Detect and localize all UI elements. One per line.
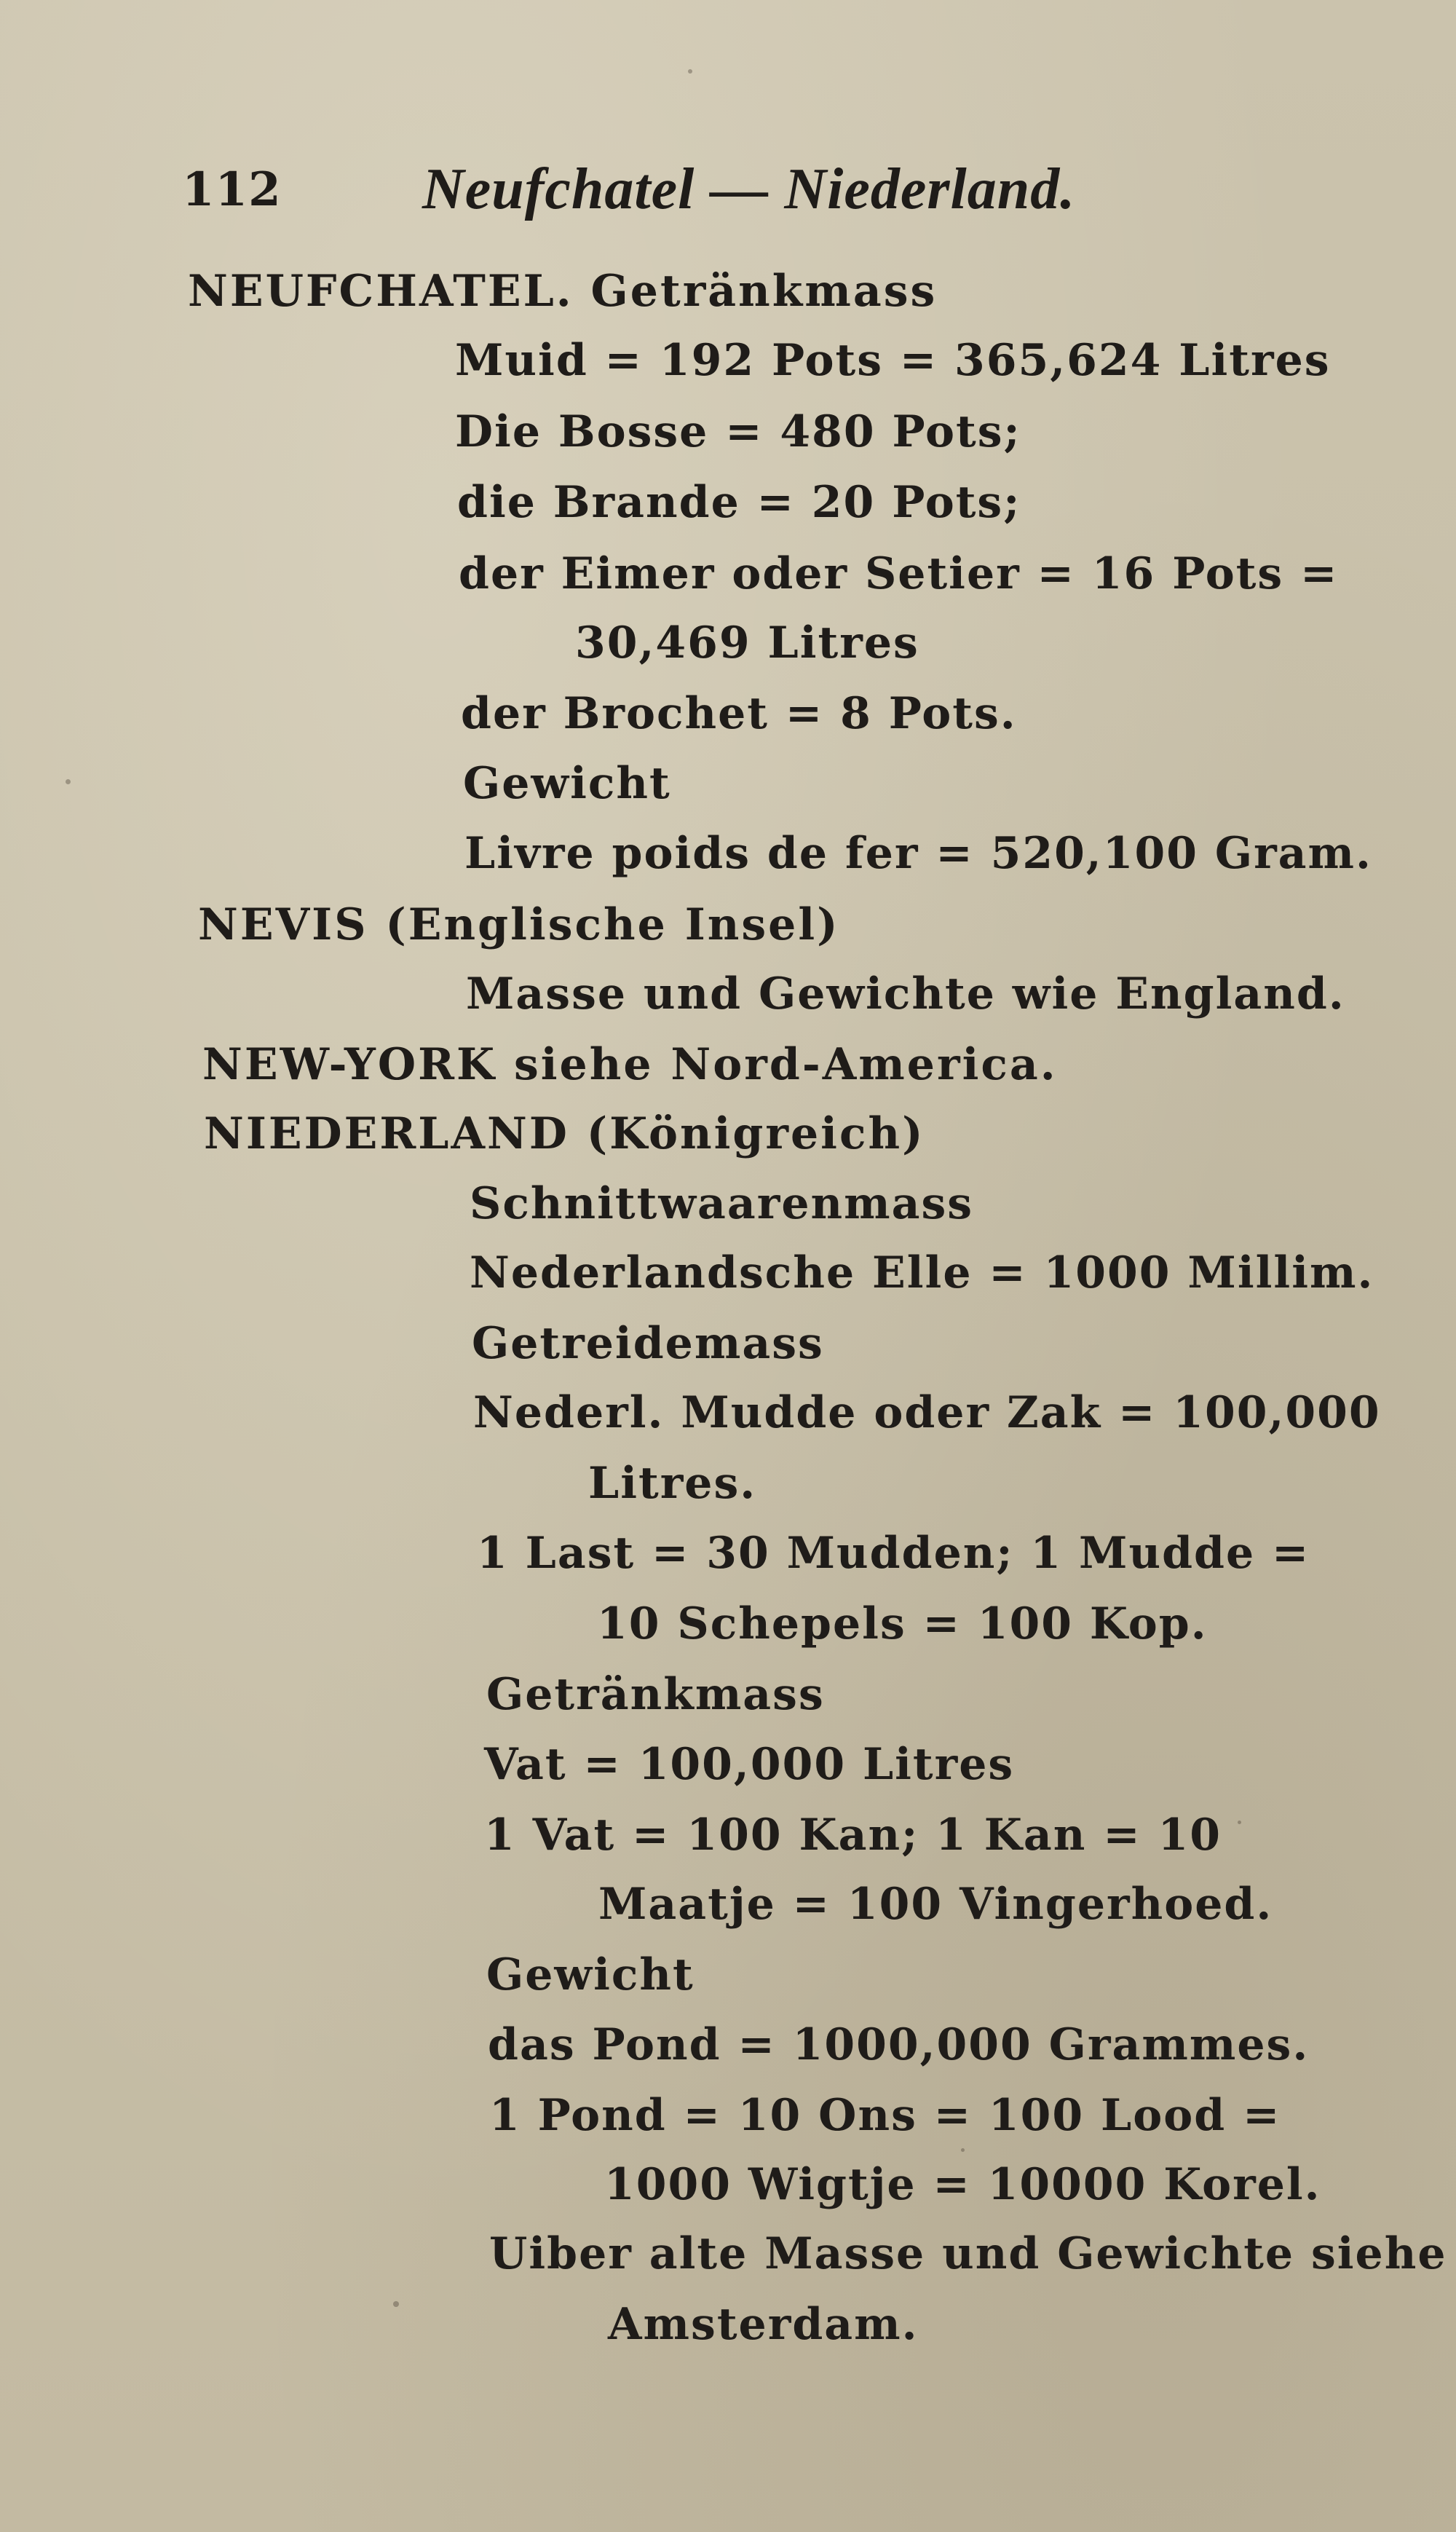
text-line: die Brande = 20 Pots; <box>457 477 1021 528</box>
text-line: der Brochet = 8 Pots. <box>461 688 1017 739</box>
text-line: 1 Pond = 10 Ons = 100 Lood = <box>489 2090 1281 2141</box>
text-line: Nederlandsche Elle = 1000 Millim. <box>470 1247 1374 1298</box>
text-line: 10 Schepels = 100 Kop. <box>597 1598 1208 1649</box>
section-heading: Getreidemass <box>472 1318 824 1369</box>
entry-niederland: NIEDERLAND (Königreich) <box>204 1108 925 1159</box>
section-heading: Schnittwaarenmass <box>470 1178 974 1229</box>
text-line: 1 Vat = 100 Kan; 1 Kan = 10 <box>484 1810 1222 1861</box>
page-number: 112 <box>182 162 282 217</box>
text-line: Amsterdam. <box>608 2299 919 2350</box>
entry-neufchatel: NEUFCHATEL. Getränkmass <box>188 266 938 317</box>
entry-new-york: NEW-YORK siehe Nord-America. <box>202 1039 1058 1090</box>
text-line: Livre poids de fer = 520,100 Gram. <box>464 828 1372 879</box>
text-line: Vat = 100,000 Litres <box>484 1739 1015 1790</box>
section-heading: Gewicht <box>486 1949 695 2000</box>
text-line: Maatje = 100 Vingerhoed. <box>598 1879 1273 1930</box>
text-line: Muid = 192 Pots = 365,624 Litres <box>455 335 1331 386</box>
paper-speck <box>1238 1821 1241 1824</box>
entry-nevis: NEVIS (Englische Insel) <box>198 899 840 950</box>
text-line: Uiber alte Masse und Gewichte siehe <box>489 2228 1447 2279</box>
paper-speck <box>688 69 692 74</box>
section-heading: Getränkmass <box>486 1669 825 1720</box>
text-line: Masse und Gewichte wie England. <box>466 969 1345 1019</box>
running-title: Neufchatel — Niederland. <box>422 157 1076 221</box>
text-line: 1000 Wigtje = 10000 Korel. <box>604 2159 1321 2210</box>
page-header <box>182 149 1238 229</box>
paper-speck <box>961 2148 965 2152</box>
paper-speck <box>393 2301 399 2307</box>
text-line: das Pond = 1000,000 Grammes. <box>488 2019 1310 2070</box>
section-heading: Gewicht <box>463 758 671 809</box>
text-line: Nederl. Mudde oder Zak = 100,000 <box>473 1387 1381 1438</box>
text-line: Die Bosse = 480 Pots; <box>455 406 1021 457</box>
paper-speck <box>66 779 71 784</box>
text-line: Litres. <box>588 1458 757 1509</box>
text-line: der Eimer oder Setier = 16 Pots = <box>459 548 1339 599</box>
text-line: 1 Last = 30 Mudden; 1 Mudde = <box>477 1528 1310 1579</box>
text-line: 30,469 Litres <box>575 618 919 669</box>
